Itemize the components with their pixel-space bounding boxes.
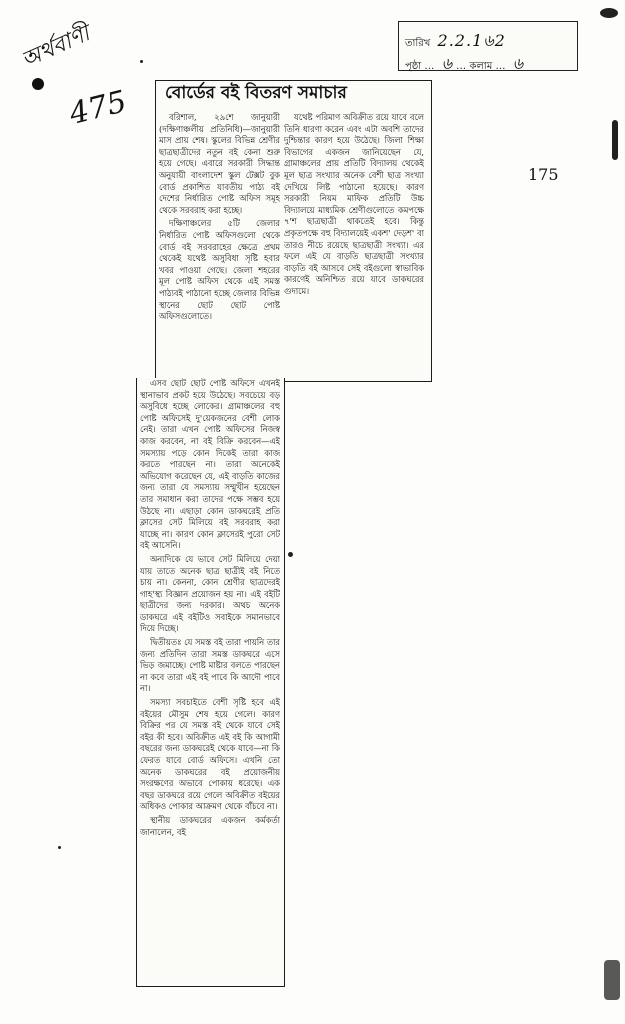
stamp-date-label: তারিখ (405, 38, 431, 49)
stamp-date-value: 2.2.1৬2 (437, 31, 506, 50)
column-3-paragraph-1: এসব ছোট ছোট পোষ্ট অফিসে এখনই স্থানাভাব প্রকট হয়ে উঠেছে। সবচেয়ে বড় অসুবিধে হচ্ছে লোকের। গ্রামাঞ্চলের বহু পোষ্ট অফিসেই দু'য়েকজনের বেশী লোক নেই। তারা এখন পোষ্ট অফিসের নিজস্ব কাজ করবেন, না বই বিক্রি করবেন—এই সমস্যায় পড়ে কোন দিকেই তারা কাজ করতে পারছেন না। তারা অনেকেই অভিযোগ করেছেন যে, এই বাড়তি কাজের জন্য তারা যে সমস্যায় সম্মুখীন হয়েছেন তার সমাধান করা তাদের পক্ষে সম্ভব হয়ে উঠছে না। এছাড়া কোন ডাকঘরেই প্রতি ক্লাসের সেট মিলিয়ে বই সরবরাহ করা যাচ্ছে না। কারণ কোন ক্লাসেরই পুরো সেট বই আসেনি। (140, 378, 280, 551)
column-1-paragraph-1: বরিশাল, ২৯শে জানুয়ারী (দক্ষিণাঞ্চলীয় প্রতিনিধি)—জানুয়ারী মাস প্রায় শেষ। স্কুলের বিভিন্ন শ্রেণীর ছাত্রছাত্রীদের নতুন বই কেনা শুরু হয়ে গেছে। এবারে সরকারী সিদ্ধান্ত অনুযায়ী বাংলাদেশ স্কুল টেক্সট বুক বোর্ড প্রকাশিত যাবতীয় পাঠ্য বই দেশের নির্ধারিত পোষ্ট অফিস সমূহ থেকে সরবরাহ করা হচ্ছে। (159, 112, 280, 215)
stamp-page-label: পৃষ্ঠা (405, 61, 422, 72)
date-stamp (398, 21, 578, 71)
scan-speck (288, 552, 293, 557)
column-2-paragraph-1: যথেষ্ট পরিমাণ অবিক্রীত রয়ে যাবে বলে তিনি ধারণা করেন এবং এটা অবশি তাদের দুশ্চিন্তার কারণ হয়ে উঠেছে। জিলা শিক্ষা বিভাগের একজন জানিয়েছেন যে, গ্রামাঞ্চলের প্রায় প্রতিটি বিদ্যালয় থেকেই মূল ছাত্র সংখ্যার অনেক বেশী ছাত্র সংখ্যা দেখিয়ে লিষ্ট পাঠানো হয়েছে। কারণ সরকারী নিয়ম মাফিক প্রতিটি উচ্চ বিদ্যালয়ে মাধ্যমিক শ্রেণীগুলোতে কমপক্ষে ৭'শ ছাত্রছাত্রী থাকতেই হবে। কিন্তু প্রকৃতপক্ষে বহু বিদ্যালয়েই একশ' দেড়শ' বা তারও নীচে রয়েছে ছাত্রছাত্রী সংখ্যা। এর ফলে এই যে বাড়তি ছাত্রছাত্রী সংখ্যার বাড়তি বই আসবে সেই বইগুলো স্বাভাবিক কারণেই অনিশ্চিত রয়ে যাবে ডাকঘরের গুদামে। (284, 112, 424, 296)
handwritten-file-number: 475 (66, 84, 131, 132)
column-3-paragraph-5: স্থানীয় ডাকঘরের একজন কর্মকর্তা জানালেন, বই (140, 814, 280, 837)
article-headline: বোর্ডের বই বিতরণ সমাচার (165, 83, 347, 103)
column-3-paragraph-2: অন্যদিকে যে ভাবে সেট মিলিয়ে দেয়া যায় তাতে অনেক ছাত্র ছাত্রীই বই নিতে চায় না। কেননা, কোন শ্রেণীর ছাত্রদেরই গাহ'স্থ্য বিজ্ঞান প্রয়োজন হয় না। এই বইটি ছাত্রীদের জন্য দরকার। অথচ অনেক ডাকঘরে এই বইটিও সবাইকে সমানভাবে দিয়ে দিচ্ছে। (140, 553, 280, 634)
stamp-column-value: ৬ (512, 54, 525, 73)
column-3-paragraph-4: সমস্যা সবচাইতে বেশী সৃষ্টি হবে এই বইয়ের মৌসুম শেষ হয়ে গেলে। কারণ বিক্রির পর যে সমস্ত বই থেকে যাবে সেই বইর কী হবে। অবিক্রীত এই বই কি আগামী বছরের জন্য ডাকঘরেই থেকে যাবে—না কি ফেরত যাবে বোর্ড অফিসে। এখনি তো অনেক ডাকঘরের বই প্রয়োজনীয় সংরক্ষণের অভাবে পোকায় ধরেছে। এক বছর ডাকঘরে রয়ে গেলে অবিক্রীত বইয়ের অধিকও পোকার আক্রমণ থেকে বাঁচবে না। (140, 697, 280, 812)
page-number: 175 (528, 165, 559, 184)
scan-speck (604, 960, 620, 1000)
article-column-2 (284, 112, 424, 376)
stamp-page-row: পৃষ্ঠা … ৬ … কলাম … ৬ (405, 54, 525, 73)
stamp-column-label: কলাম (469, 61, 493, 72)
column-1-paragraph-2: দক্ষিণাঞ্চলের ৫টি জেলার নির্ধারিত পোষ্ট অফিসগুলো থেকে বোর্ড বই সরবরাহের ক্ষেত্রে প্রথম থেকেই যথেষ্ট অসুবিধা সৃষ্টি হবার খবর পাওয়া গেছে। জেলা শহরের মূল পোষ্ট অফিস থেকে এই সমস্ত পাঠ্যবই পাঠানো হচ্ছে জেলার বিভিন্ন স্থানের ছোট ছোট পোষ্ট অফিসগুলোতে। (159, 218, 280, 322)
scan-speck (58, 846, 61, 849)
ink-dot (32, 78, 44, 90)
stamp-page-value: ৬ (441, 54, 453, 73)
column-3-paragraph-3: দ্বিতীয়তঃ যে সমস্ত বই তারা পায়নি তার জন্য প্রতিদিন তারা সমস্ত ডাকঘরে এসে ভিড় জমাচ্ছে। পোষ্ট মাষ্টার বলতে পারছেন না কবে তারা এই বই পাবে কি আদৌ পাবে না। (140, 637, 280, 694)
scan-speck (612, 120, 618, 160)
article-column-3 (140, 378, 280, 982)
scan-speck (140, 60, 143, 63)
article-column-1 (159, 112, 280, 376)
scan-speck (600, 8, 618, 18)
handwritten-annotation: অর্থবাণী (18, 21, 94, 74)
